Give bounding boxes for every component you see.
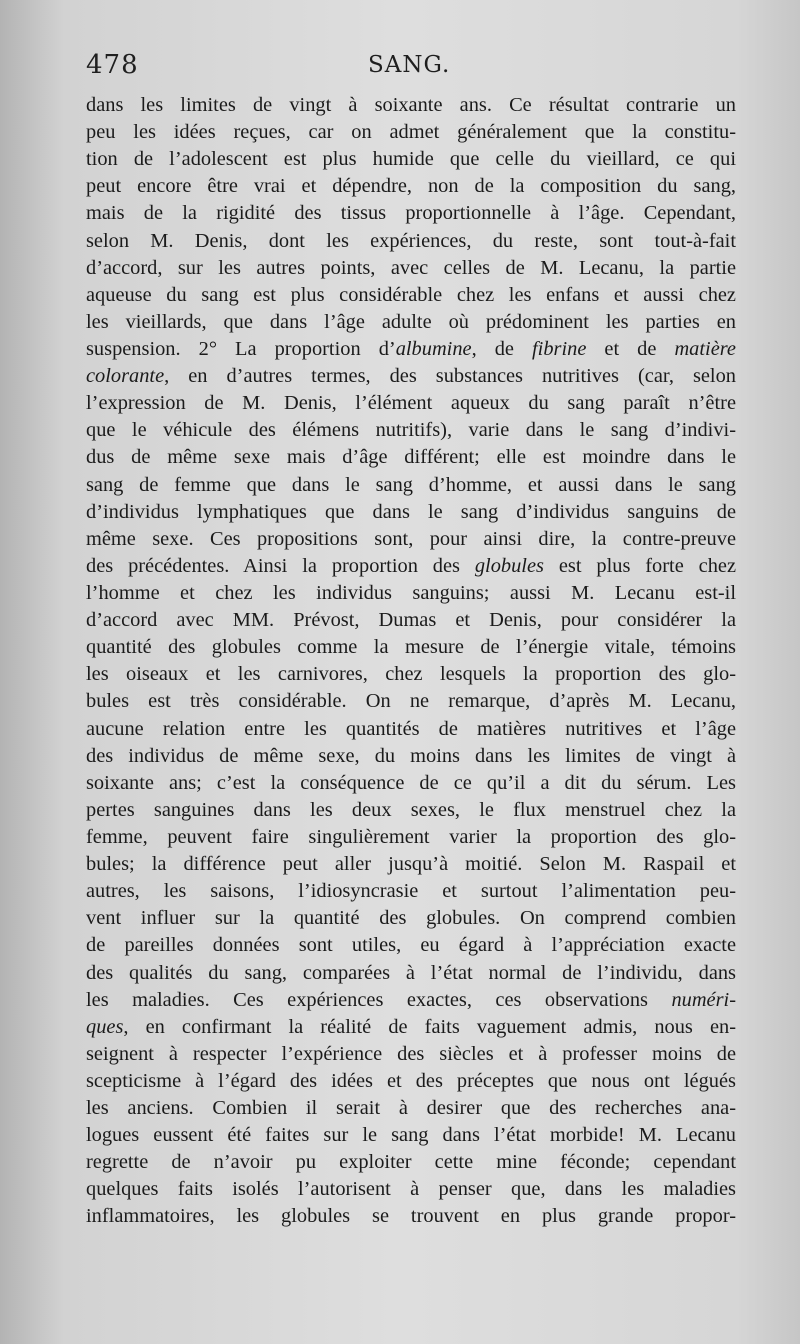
text-line xyxy=(86,716,736,743)
text-run: l’homme et chez les individus sanguins; aussi M. Lecanu est-il xyxy=(86,581,736,604)
text-line xyxy=(86,363,736,390)
text-run: même sexe. Ces propositions sont, pour ainsi dire, la contre-preuve xyxy=(86,527,736,550)
text-run: les vieillards, que dans l’âge adulte où prédominent les parties en xyxy=(86,310,736,333)
text-line xyxy=(86,255,736,282)
text-run: soixante ans; c’est la conséquence de ce qu’il a dit du sérum. Les xyxy=(86,771,736,794)
text-run: seignent à respecter l’expérience des siècles et à professer moins de xyxy=(86,1042,736,1065)
text-line xyxy=(86,688,736,715)
text-line xyxy=(86,1122,736,1149)
body-text xyxy=(86,92,736,1231)
text-line xyxy=(86,1041,736,1068)
text-line xyxy=(86,905,736,932)
text-run: d’individus lymphatiques que dans le sang d’individus sanguins de xyxy=(86,500,736,523)
text-line xyxy=(86,472,736,499)
text-line xyxy=(86,770,736,797)
text-run: peu les idées reçues, car on admet généralement que la constitu- xyxy=(86,121,736,144)
text-run: , en confirmant la réalité de faits vaguement admis, nous en- xyxy=(123,1015,736,1038)
italic-term: numéri- xyxy=(671,988,736,1011)
italic-term: matière xyxy=(674,337,736,360)
text-line xyxy=(86,743,736,770)
text-run: pertes sanguines dans les deux sexes, le flux menstruel chez la xyxy=(86,798,736,821)
text-line xyxy=(86,390,736,417)
text-run: sang de femme que dans le sang d’homme, et aussi dans le sang xyxy=(86,473,736,496)
text-run: , en d’autres termes, des substances nutritives (car, selon xyxy=(164,365,736,388)
text-run: aucune relation entre les quantités de matières nutritives et l’âge xyxy=(86,717,736,740)
text-run: des qualités du sang, comparées à l’état normal de l’individu, dans xyxy=(86,961,736,984)
text-run: des précédentes. Ainsi la proportion des xyxy=(86,554,475,577)
text-run: des individus de même sexe, du moins dans les limites de vingt à xyxy=(86,744,736,767)
italic-term: globules xyxy=(474,554,544,577)
text-line xyxy=(86,146,736,173)
page-number: 478 xyxy=(86,50,139,80)
text-line xyxy=(86,336,736,363)
text-line xyxy=(86,851,736,878)
text-line xyxy=(86,282,736,309)
text-run: bules; la différence peut aller jusqu’à moitié. Selon M. Raspail et xyxy=(86,853,736,876)
text-run: l’expression de M. Denis, l’élément aqueux du sang paraît n’être xyxy=(86,392,736,415)
text-line xyxy=(86,526,736,553)
text-run: autres, les saisons, l’idiosyncrasie et surtout l’alimentation peu- xyxy=(86,880,736,903)
text-line xyxy=(86,228,736,255)
text-run: les oiseaux et les carnivores, chez lesquels la proportion des glo- xyxy=(86,663,736,686)
text-line xyxy=(86,1068,736,1095)
text-line xyxy=(86,173,736,200)
text-line xyxy=(86,92,736,119)
text-run: d’accord avec MM. Prévost, Dumas et Denis, pour considérer la xyxy=(86,609,736,632)
text-run: , de xyxy=(471,337,532,360)
text-line xyxy=(86,553,736,580)
text-run: suspension. 2° La proportion d’ xyxy=(86,337,396,360)
text-run: et de xyxy=(586,337,675,360)
text-line xyxy=(86,987,736,1014)
text-run: aqueuse du sang est plus considérable chez les enfans et aussi chez xyxy=(86,283,736,306)
text-run: selon M. Denis, dont les expériences, du reste, sont tout-à-fait xyxy=(86,229,736,252)
italic-term: fibrine xyxy=(532,337,587,360)
text-run: mais de la rigidité des tissus proportionnelle à l’âge. Cependant, xyxy=(86,202,736,225)
text-line xyxy=(86,878,736,905)
text-line xyxy=(86,1176,736,1203)
text-line xyxy=(86,797,736,824)
text-run: inflammatoires, les globules se trouvent en plus grande propor- xyxy=(86,1205,736,1228)
text-run: scepticisme à l’égard des idées et des préceptes que nous ont légués xyxy=(86,1069,736,1092)
text-run: vent influer sur la quantité des globules. On comprend combien xyxy=(86,907,736,930)
text-line xyxy=(86,661,736,688)
text-line xyxy=(86,824,736,851)
text-run: logues eussent été faites sur le sang dans l’état morbide! M. Lecanu xyxy=(86,1124,736,1147)
italic-term: colorante xyxy=(86,365,165,388)
italic-term: ques xyxy=(86,1015,124,1038)
text-line xyxy=(86,119,736,146)
text-line xyxy=(86,417,736,444)
text-run: de pareilles données sont utiles, eu égard à l’appréciation exacte xyxy=(86,934,736,957)
text-line xyxy=(86,932,736,959)
text-run: quantité des globules comme la mesure de l’énergie vitale, témoins xyxy=(86,636,736,659)
text-line xyxy=(86,200,736,227)
text-line xyxy=(86,1014,736,1041)
text-line xyxy=(86,607,736,634)
page-header xyxy=(86,46,736,86)
text-line xyxy=(86,960,736,987)
text-run: est plus forte chez xyxy=(543,554,736,577)
text-run: femme, peuvent faire singulièrement varier la proportion des glo- xyxy=(86,825,736,848)
text-line xyxy=(86,309,736,336)
text-run: dans les limites de vingt à soixante ans. Ce résultat contrarie un xyxy=(86,94,736,116)
text-line xyxy=(86,1095,736,1122)
text-line xyxy=(86,499,736,526)
running-title: SANG. xyxy=(368,52,451,78)
text-run: dus de même sexe mais d’âge différent; elle est moindre dans le xyxy=(86,446,736,469)
text-run: les maladies. Ces expériences exactes, ces observations xyxy=(86,988,672,1011)
text-line xyxy=(86,444,736,471)
text-line xyxy=(86,1149,736,1176)
text-run: que le véhicule des élémens nutritifs), varie dans le sang d’indivi- xyxy=(86,419,736,442)
text-run: d’accord, sur les autres points, avec celles de M. Lecanu, la partie xyxy=(86,256,736,279)
text-run: bules est très considérable. On ne remarque, d’après M. Lecanu, xyxy=(86,690,736,713)
text-run: peut encore être vrai et dépendre, non de la composition du sang, xyxy=(86,175,736,198)
text-line xyxy=(86,634,736,661)
italic-term: albumine xyxy=(395,337,472,360)
text-run: regrette de n’avoir pu exploiter cette mine féconde; cependant xyxy=(86,1151,736,1174)
text-line xyxy=(86,1203,736,1230)
text-run: tion de l’adolescent est plus humide que celle du vieillard, ce qui xyxy=(86,148,736,171)
text-run: les anciens. Combien il serait à desirer que des recherches ana- xyxy=(86,1097,736,1120)
text-run: quelques faits isolés l’autorisent à penser que, dans les maladies xyxy=(86,1178,736,1201)
text-line xyxy=(86,580,736,607)
